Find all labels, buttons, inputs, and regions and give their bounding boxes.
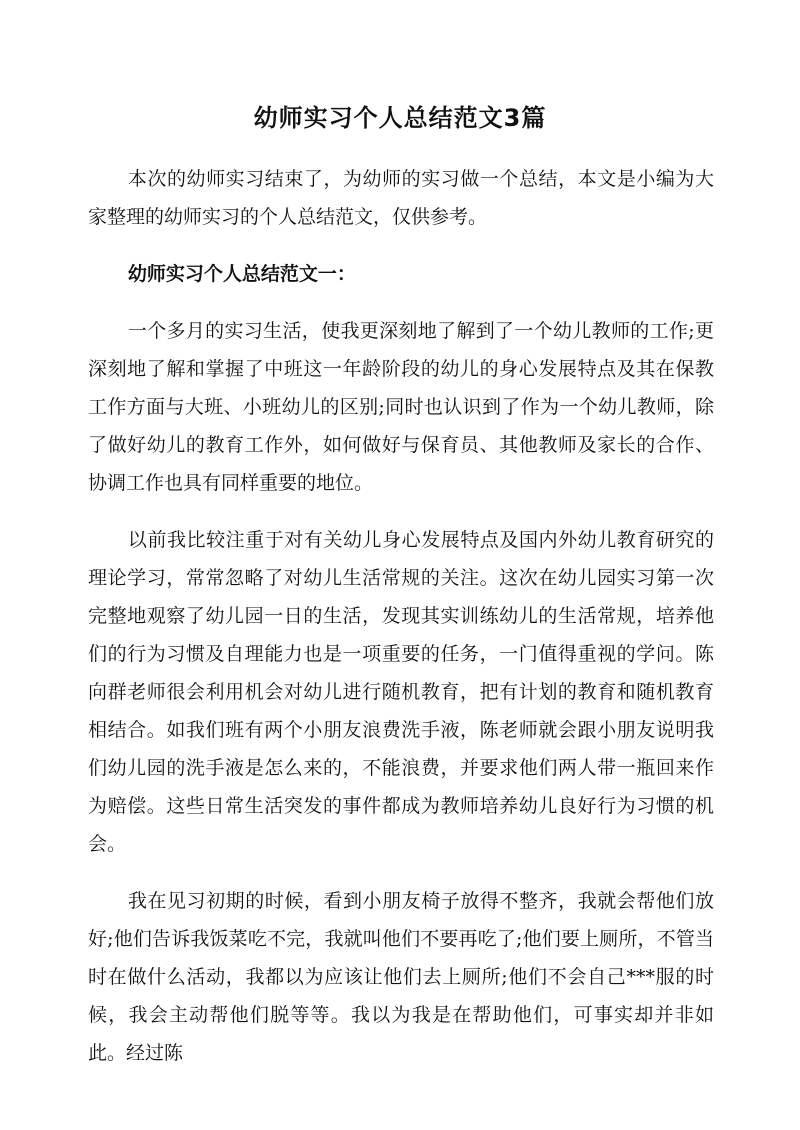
body-paragraph-2: 以前我比较注重于对有关幼儿身心发展特点及国内外幼儿教育研究的理论学习，常常忽略了对幼儿生活常规的关注。这次在幼儿园实习第一次完整地观察了幼儿园一日的生活，发现其实训练幼儿的生活常规，培养他们的行为习惯及自理能力也是一项重要的任务，一门值得重视的学问。陈向群老师很会利用机会对幼儿进行随机教育，把有计划的教育和随机教育相结合。如我们班有两个小朋友浪费洗手液，陈老师就会跟小朋友说明我们幼儿园的洗手液是怎么来的，不能浪费，并要求他们两人带一瓶回来作为赔偿。这些日常生活突发的事件都成为教师培养幼儿良好行为习惯的机会。 <box>88 529 714 855</box>
document-body <box>88 160 714 1091</box>
intro-paragraph: 本次的幼师实习结束了，为幼师的实习做一个总结，本文是小编为大家整理的幼师实习的个人总结范文，仅供参考。 <box>88 168 714 228</box>
body-paragraph-3: 我在见习初期的时候，看到小朋友椅子放得不整齐，我就会帮他们放好;他们告诉我饭菜吃不完，我就叫他们不要再吃了;他们要上厕所，不管当时在做什么活动，我都以为应该让他们去上厕所;他们不会自己***服的时候，我会主动帮他们脱等等。我以为我是在帮助他们，可事实却并非如此。经过陈 <box>88 890 714 1064</box>
document-title: 幼师实习个人总结范文3篇 <box>253 104 547 132</box>
section-heading: 幼师实习个人总结范文一： <box>127 263 356 285</box>
body-paragraph-1: 一个多月的实习生活，使我更深刻地了解到了一个幼儿教师的工作;更深刻地了解和掌握了中班这一年龄阶段的幼儿的身心发展特点及其在保教工作方面与大班、小班幼儿的区别;同时也认识到了作为一个幼儿教师，除了做好幼儿的教育工作外，如何做好与保育员、其他教师及家长的合作、协调工作也具有同样重要的地位。 <box>88 320 714 494</box>
